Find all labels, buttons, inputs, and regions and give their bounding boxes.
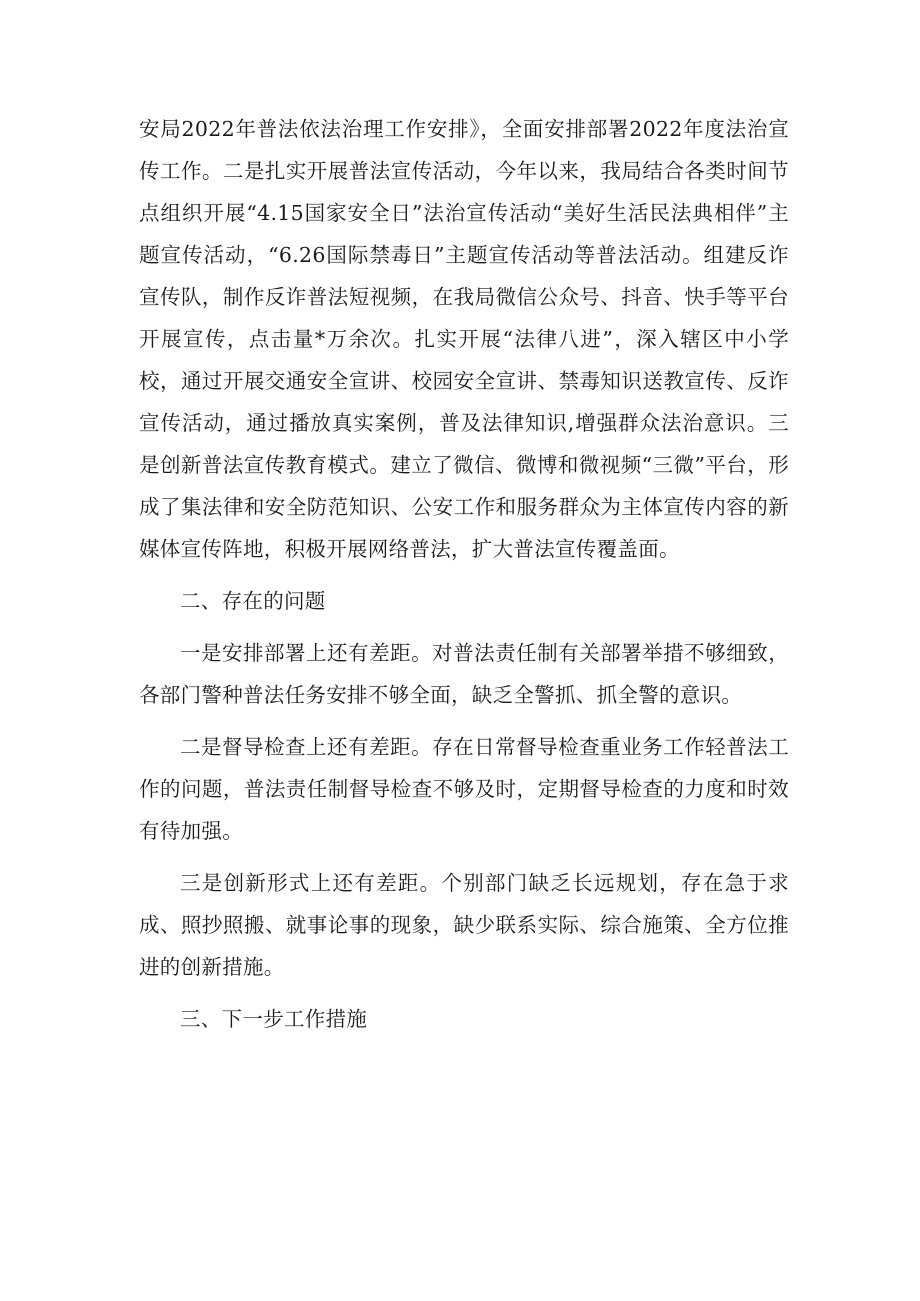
spacer [139, 570, 789, 580]
section-heading-problems: 二、存在的问题 [180, 589, 326, 613]
spacer [139, 622, 789, 632]
paragraph-problem-deployment: 一是安排部署上还有差距。对普法责任制有关部署举措不够细致，各部门警种普法任务安排不够全面，缺乏全警抓、抓全警的意识。 [139, 641, 789, 707]
paragraph-problem-supervision: 二是督导检查上还有差距。存在日常督导检查重业务工作轻普法工作的问题，普法责任制督导检查不够及时，定期督导检查的力度和时效有待加强。 [139, 735, 789, 843]
paragraph-problem-innovation: 三是创新形式上还有差距。个别部门缺乏长远规划，存在急于求成、照抄照搬、就事论事的现象，缺少联系实际、综合施策、全方位推进的创新措施。 [139, 871, 789, 979]
paragraph-publicity-work: 安局2022年普法依法治理工作安排》，全面安排部署2022年度法治宣传工作。二是扎实开展普法宣传活动，今年以来，我局结合各类时间节点组织开展“4.15国家安全日”法治宣传活动“美好生活民法典相伴”主题宣传活动，“6.26国际禁毒日”主题宣传活动等普法活动。组建反诈宣传队，制作反诈普法短视频，在我局微信公众号、抖音、快手等平台开展宣传，点击量*万余次。扎实开展“法律八进”，深入辖区中小学校，通过开展交通安全宣讲、校园安全宣讲、禁毒知识送教宣传、反诈宣传活动，通过播放真实案例，普及法律知识,增强群众法治意识。三是创新普法宣传教育模式。建立了微信、微博和微视频“三微”平台，形成了集法律和安全防范知识、公安工作和服务群众为主体宣传内容的新媒体宣传阵地，积极开展网络普法，扩大普法宣传覆盖面。 [139, 117, 789, 561]
spacer [139, 716, 789, 726]
document-body [139, 108, 789, 1040]
section-heading-next-steps: 三、下一步工作措施 [180, 1007, 368, 1031]
spacer [139, 988, 789, 998]
spacer [139, 852, 789, 862]
